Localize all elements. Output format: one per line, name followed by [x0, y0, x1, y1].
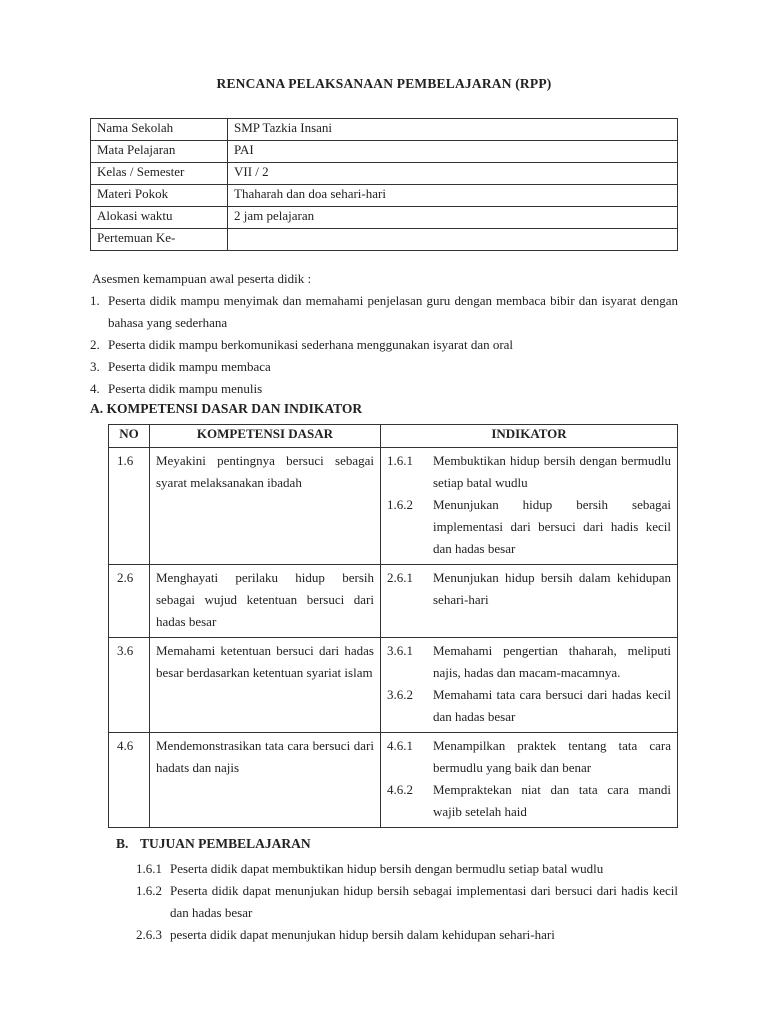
- indikator-item: [387, 640, 671, 684]
- section-b-number: B.: [116, 836, 129, 851]
- indikator-code: 3.6.1: [387, 643, 413, 658]
- indikator-text: Memahami pengertian thaharah, meliputi najis, hadas dan macam-macamnya.: [433, 643, 671, 680]
- indikator-text: Memahami tata cara bersuci dari hadas kecil dan hadas besar: [433, 687, 671, 724]
- indikator-code: 1.6.2: [387, 497, 413, 512]
- indikator-code: 2.6.1: [387, 570, 413, 585]
- tujuan-item: [136, 858, 678, 880]
- table-row: [91, 141, 678, 163]
- tujuan-code: 1.6.1: [136, 861, 162, 876]
- info-label: Kelas / Semester: [91, 163, 228, 185]
- row-number: 1.6: [109, 448, 150, 565]
- kompetensi-text: Mendemonstrasikan tata cara bersuci dari hadats dan najis: [150, 733, 381, 828]
- table-row: [109, 638, 678, 733]
- tujuan-list: [136, 858, 678, 946]
- indikator-item: [387, 684, 671, 728]
- info-label: Pertemuan Ke-: [91, 229, 228, 251]
- info-value: [228, 229, 678, 251]
- indikator-cell: [381, 733, 678, 828]
- list-item: [90, 334, 678, 356]
- indikator-item: [387, 735, 671, 779]
- indikator-code: 4.6.1: [387, 738, 413, 753]
- list-text: Peserta didik mampu membaca: [108, 359, 271, 374]
- table-row: [91, 185, 678, 207]
- table-row: [91, 229, 678, 251]
- tujuan-item: [136, 880, 678, 924]
- kompetensi-table: [108, 424, 678, 828]
- indikator-code: 1.6.1: [387, 453, 413, 468]
- indikator-code: 4.6.2: [387, 782, 413, 797]
- indikator-item: [387, 494, 671, 560]
- indikator-code: 3.6.2: [387, 687, 413, 702]
- asesmen-section: [90, 268, 678, 400]
- asesmen-list: [90, 290, 678, 400]
- list-number: 2.: [90, 337, 100, 352]
- list-number: 3.: [90, 359, 100, 374]
- info-label: Mata Pelajaran: [91, 141, 228, 163]
- row-number: 2.6: [109, 565, 150, 638]
- tujuan-code: 1.6.2: [136, 883, 162, 898]
- kompetensi-text: Menghayati perilaku hidup bersih sebagai wujud ketentuan bersuci dari hadas besar: [150, 565, 381, 638]
- header-no: NO: [109, 425, 150, 448]
- table-row: [109, 565, 678, 638]
- info-value: 2 jam pelajaran: [228, 207, 678, 229]
- indikator-item: [387, 779, 671, 823]
- indikator-item: [387, 567, 671, 611]
- indikator-item: [387, 450, 671, 494]
- indikator-cell: [381, 638, 678, 733]
- table-row: [109, 448, 678, 565]
- indikator-text: Menampilkan praktek tentang tata cara bermudlu yang baik dan benar: [433, 738, 671, 775]
- info-table: [90, 118, 678, 251]
- tujuan-item: [136, 924, 678, 946]
- header-indikator: INDIKATOR: [381, 425, 678, 448]
- indikator-text: Mempraktekan niat dan tata cara mandi wajib setelah haid: [433, 782, 671, 819]
- info-label: Materi Pokok: [91, 185, 228, 207]
- list-number: 4.: [90, 381, 100, 396]
- indikator-cell: [381, 448, 678, 565]
- tujuan-text: Peserta didik dapat membuktikan hidup bersih dengan bermudlu setiap batal wudlu: [170, 861, 604, 876]
- list-item: [90, 378, 678, 400]
- table-row: [91, 163, 678, 185]
- kompetensi-text: Meyakini pentingnya bersuci sebagai syarat melaksanakan ibadah: [150, 448, 381, 565]
- indikator-cell: [381, 565, 678, 638]
- asesmen-lead: Asesmen kemampuan awal peserta didik :: [92, 271, 312, 286]
- table-row: [91, 207, 678, 229]
- info-value: SMP Tazkia Insani: [228, 119, 678, 141]
- document-title: RENCANA PELAKSANAAN PEMBELAJARAN (RPP): [216, 76, 552, 91]
- info-value: Thaharah dan doa sehari-hari: [228, 185, 678, 207]
- section-b-title: TUJUAN PEMBELAJARAN: [140, 836, 311, 851]
- info-label: Nama Sekolah: [91, 119, 228, 141]
- row-number: 4.6: [109, 733, 150, 828]
- tujuan-text: peserta didik dapat menunjukan hidup bersih dalam kehidupan sehari-hari: [170, 927, 555, 942]
- table-header-row: [109, 425, 678, 448]
- info-label: Alokasi waktu: [91, 207, 228, 229]
- section-a-heading: A. KOMPETENSI DASAR DAN INDIKATOR: [90, 401, 363, 416]
- list-item: [90, 290, 678, 334]
- section-b-heading: [116, 836, 311, 852]
- list-number: 1.: [90, 293, 100, 308]
- list-text: Peserta didik mampu berkomunikasi sederhana menggunakan isyarat dan oral: [108, 337, 514, 352]
- indikator-text: Membuktikan hidup bersih dengan bermudlu setiap batal wudlu: [433, 453, 671, 490]
- table-row: [109, 733, 678, 828]
- row-number: 3.6: [109, 638, 150, 733]
- tujuan-code: 2.6.3: [136, 927, 162, 942]
- info-value: PAI: [228, 141, 678, 163]
- list-item: [90, 356, 678, 378]
- header-kompetensi: KOMPETENSI DASAR: [150, 425, 381, 448]
- info-value: VII / 2: [228, 163, 678, 185]
- list-text: Peserta didik mampu menulis: [108, 381, 263, 396]
- indikator-text: Menunjukan hidup bersih dalam kehidupan sehari-hari: [433, 570, 671, 607]
- kompetensi-text: Memahami ketentuan bersuci dari hadas besar berdasarkan ketentuan syariat islam: [150, 638, 381, 733]
- list-text: Peserta didik mampu menyimak dan memahami penjelasan guru dengan membaca bibir dan isyarat dengan bahasa yang sederhana: [108, 293, 678, 330]
- tujuan-text: Peserta didik dapat menunjukan hidup bersih sebagai implementasi dari bersuci dari hadis kecil dan hadas besar: [170, 883, 678, 920]
- table-row: [91, 119, 678, 141]
- indikator-text: Menunjukan hidup bersih sebagai implementasi dari bersuci dari hadis kecil dan hadas besar: [433, 497, 671, 556]
